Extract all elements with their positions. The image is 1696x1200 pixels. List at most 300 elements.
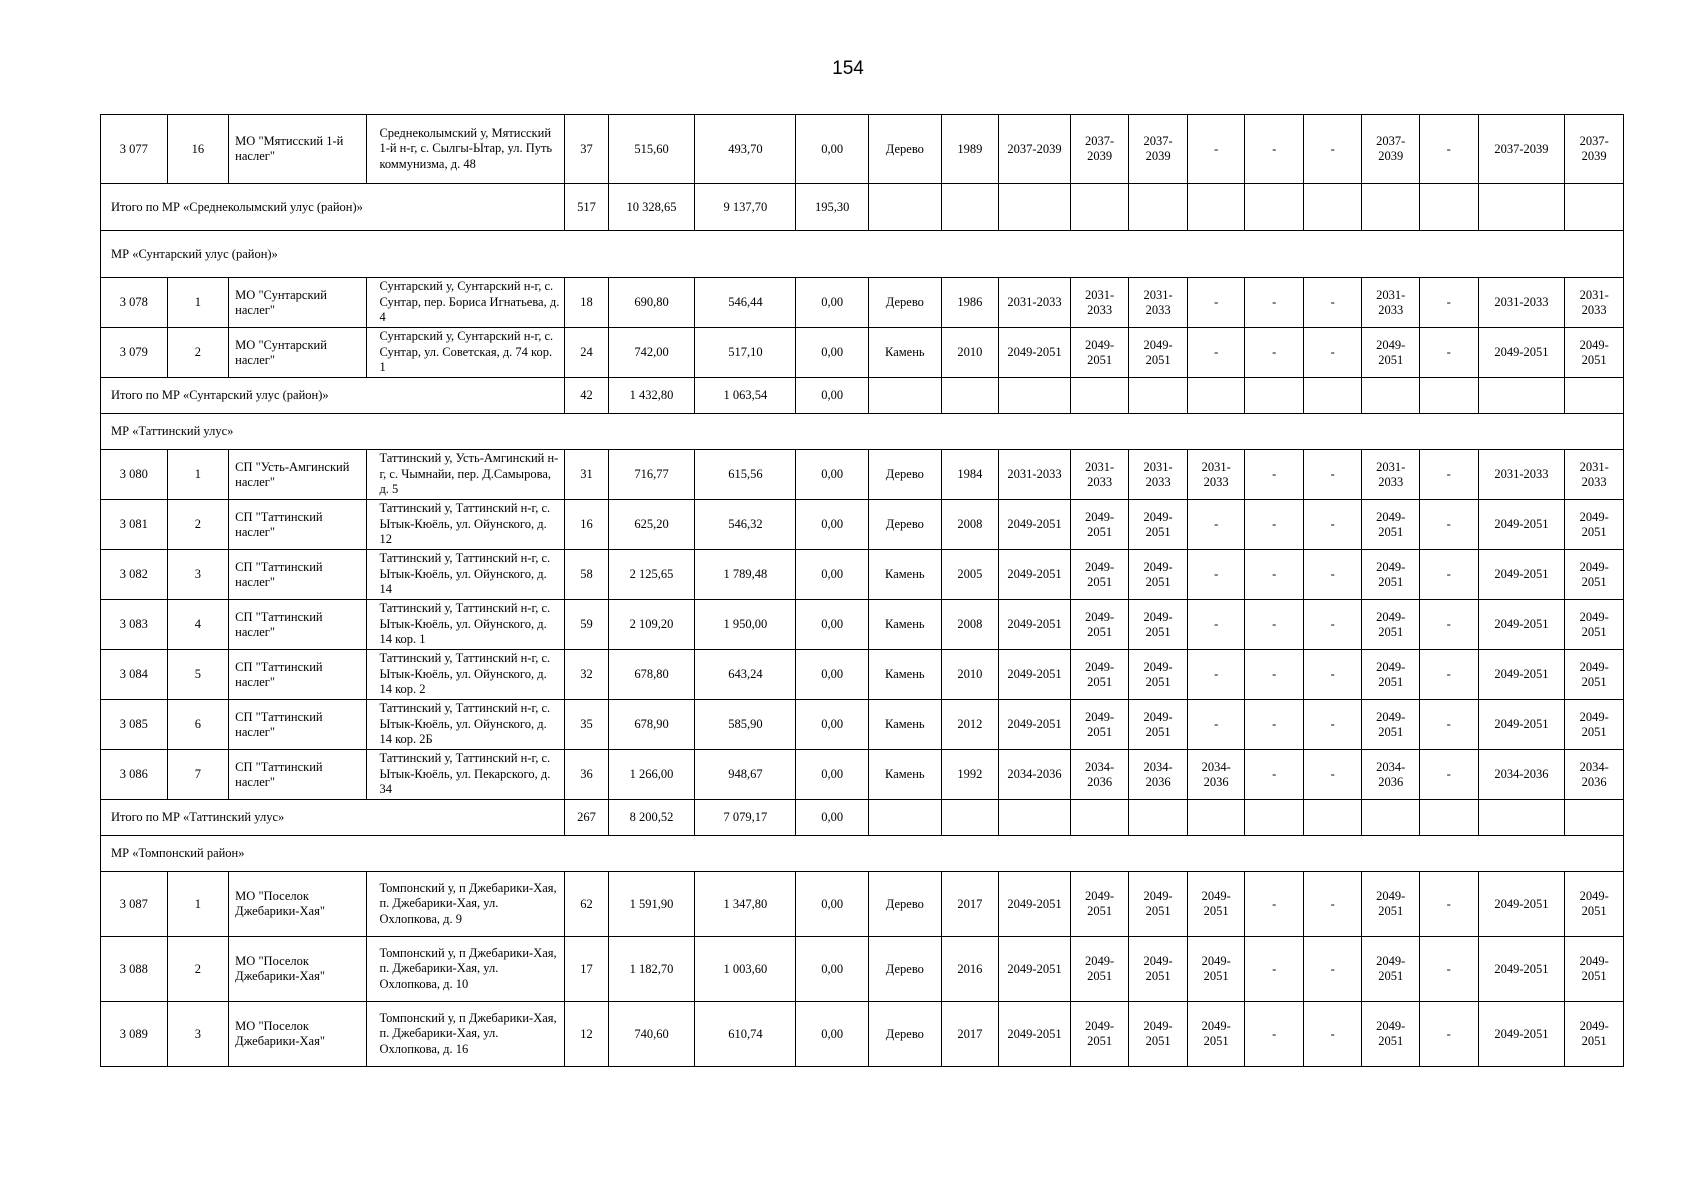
cell-c6: -	[1303, 650, 1362, 700]
cell-c2: 2049-2051	[1070, 550, 1129, 600]
cell-c8: -	[1420, 700, 1479, 750]
cell-c8: -	[1420, 450, 1479, 500]
cell-c9: 2049-2051	[1478, 937, 1565, 1002]
cell-c6: -	[1303, 872, 1362, 937]
table-row	[101, 872, 1624, 937]
empty-cell	[941, 800, 999, 836]
cell-c1: 2034-2036	[999, 750, 1071, 800]
cell-area-total: 678,90	[608, 700, 695, 750]
municipality: СП "Таттинский наслег"	[229, 750, 367, 800]
cell-wall: Дерево	[869, 278, 942, 328]
cell-area-emergency: 0,00	[796, 600, 869, 650]
empty-cell	[1070, 800, 1129, 836]
cell-c1: 2049-2051	[999, 328, 1071, 378]
cell-residents: 58	[565, 550, 608, 600]
section-header-row	[101, 414, 1624, 450]
cell-c4: 2034-2036	[1187, 750, 1245, 800]
empty-cell	[1187, 800, 1245, 836]
cell-area-emergency: 0,00	[796, 115, 869, 184]
cell-c10: 2049-2051	[1565, 1002, 1624, 1067]
total-row	[101, 184, 1624, 231]
cell-area-total: 2 125,65	[608, 550, 695, 600]
row-sub-number: 2	[167, 328, 229, 378]
address: Таттинский у, Таттинский н-г, с. Ытык-Кюёль, ул. Ойунского, д. 14 кор. 2Б	[367, 700, 565, 750]
total-residents: 267	[565, 800, 608, 836]
total-area-living: 9 137,70	[695, 184, 796, 231]
cell-c1: 2049-2051	[999, 1002, 1071, 1067]
municipality: МО "Поселок Джебарики-Хая"	[229, 1002, 367, 1067]
cell-area-emergency: 0,00	[796, 278, 869, 328]
section-title: МР «Томпонский район»	[101, 836, 1624, 872]
cell-residents: 12	[565, 1002, 608, 1067]
cell-wall: Камень	[869, 550, 942, 600]
municipality: СП "Таттинский наслег"	[229, 550, 367, 600]
cell-wall: Дерево	[869, 937, 942, 1002]
total-area-total: 8 200,52	[608, 800, 695, 836]
total-residents: 517	[565, 184, 608, 231]
row-number: 3 081	[101, 500, 168, 550]
cell-area-emergency: 0,00	[796, 450, 869, 500]
table-row	[101, 450, 1624, 500]
cell-year: 1984	[941, 450, 999, 500]
total-area-total: 10 328,65	[608, 184, 695, 231]
cell-year: 2008	[941, 500, 999, 550]
cell-c10: 2049-2051	[1565, 937, 1624, 1002]
cell-c2: 2031-2033	[1070, 278, 1129, 328]
cell-residents: 62	[565, 872, 608, 937]
municipality: МО "Сунтарский наслег"	[229, 328, 367, 378]
empty-cell	[1362, 378, 1420, 414]
cell-c4: -	[1187, 278, 1245, 328]
cell-c8: -	[1420, 872, 1479, 937]
cell-c3: 2037-2039	[1129, 115, 1188, 184]
cell-c3: 2034-2036	[1129, 750, 1188, 800]
cell-area-total: 1 266,00	[608, 750, 695, 800]
row-number: 3 077	[101, 115, 168, 184]
cell-c4: -	[1187, 600, 1245, 650]
row-sub-number: 2	[167, 500, 229, 550]
cell-c1: 2049-2051	[999, 872, 1071, 937]
cell-area-emergency: 0,00	[796, 700, 869, 750]
municipality: СП "Таттинский наслег"	[229, 500, 367, 550]
address: Сунтарский у, Сунтарский н-г, с. Сунтар, ул. Советская, д. 74 кор. 1	[367, 328, 565, 378]
cell-c8: -	[1420, 115, 1479, 184]
cell-residents: 17	[565, 937, 608, 1002]
cell-c9: 2031-2033	[1478, 450, 1565, 500]
cell-c7: 2049-2051	[1362, 550, 1420, 600]
cell-residents: 59	[565, 600, 608, 650]
cell-c4: 2049-2051	[1187, 872, 1245, 937]
cell-c6: -	[1303, 700, 1362, 750]
cell-area-living: 643,24	[695, 650, 796, 700]
cell-wall: Дерево	[869, 115, 942, 184]
cell-c2: 2034-2036	[1070, 750, 1129, 800]
cell-c3: 2031-2033	[1129, 450, 1188, 500]
cell-c7: 2049-2051	[1362, 700, 1420, 750]
cell-area-living: 610,74	[695, 1002, 796, 1067]
address: Томпонский у, п Джебарики-Хая, п. Джебарики-Хая, ул. Охлопкова, д. 16	[367, 1002, 565, 1067]
empty-cell	[1245, 800, 1304, 836]
cell-c6: -	[1303, 278, 1362, 328]
cell-c6: -	[1303, 450, 1362, 500]
empty-cell	[1478, 800, 1565, 836]
cell-c9: 2049-2051	[1478, 650, 1565, 700]
address: Таттинский у, Таттинский н-г, с. Ытык-Кюёль, ул. Ойунского, д. 14 кор. 2	[367, 650, 565, 700]
cell-c6: -	[1303, 500, 1362, 550]
section-header-row	[101, 836, 1624, 872]
municipality: СП "Усть-Амгинский наслег"	[229, 450, 367, 500]
cell-c8: -	[1420, 650, 1479, 700]
row-sub-number: 1	[167, 278, 229, 328]
address: Таттинский у, Таттинский н-г, с. Ытык-Кюёль, ул. Пекарского, д. 34	[367, 750, 565, 800]
row-number: 3 089	[101, 1002, 168, 1067]
cell-c5: -	[1245, 937, 1304, 1002]
empty-cell	[1129, 378, 1188, 414]
address: Среднеколымский у, Мятисский 1-й н-г, с. Сылгы-Ытар, ул. Путь коммунизма, д. 48	[367, 115, 565, 184]
total-area-living: 1 063,54	[695, 378, 796, 414]
row-number: 3 079	[101, 328, 168, 378]
cell-residents: 35	[565, 700, 608, 750]
section-header-row	[101, 231, 1624, 278]
cell-c10: 2031-2033	[1565, 278, 1624, 328]
section-title: МР «Сунтарский улус (район)»	[101, 231, 1624, 278]
row-sub-number: 7	[167, 750, 229, 800]
address: Томпонский у, п Джебарики-Хая, п. Джебарики-Хая, ул. Охлопкова, д. 10	[367, 937, 565, 1002]
cell-c2: 2037-2039	[1070, 115, 1129, 184]
cell-c7: 2049-2051	[1362, 650, 1420, 700]
table-row	[101, 700, 1624, 750]
cell-c7: 2031-2033	[1362, 278, 1420, 328]
cell-c5: -	[1245, 450, 1304, 500]
cell-area-emergency: 0,00	[796, 328, 869, 378]
cell-c5: -	[1245, 750, 1304, 800]
cell-c9: 2049-2051	[1478, 600, 1565, 650]
cell-area-emergency: 0,00	[796, 750, 869, 800]
cell-c1: 2049-2051	[999, 650, 1071, 700]
cell-year: 2010	[941, 328, 999, 378]
total-residents: 42	[565, 378, 608, 414]
cell-c3: 2049-2051	[1129, 550, 1188, 600]
empty-cell	[1070, 378, 1129, 414]
total-row	[101, 378, 1624, 414]
cell-c5: -	[1245, 500, 1304, 550]
cell-c9: 2031-2033	[1478, 278, 1565, 328]
cell-c5: -	[1245, 115, 1304, 184]
cell-c2: 2049-2051	[1070, 872, 1129, 937]
table-row	[101, 115, 1624, 184]
cell-c7: 2049-2051	[1362, 600, 1420, 650]
row-number: 3 078	[101, 278, 168, 328]
cell-c6: -	[1303, 115, 1362, 184]
empty-cell	[869, 184, 942, 231]
empty-cell	[1070, 184, 1129, 231]
cell-c2: 2049-2051	[1070, 650, 1129, 700]
cell-c5: -	[1245, 700, 1304, 750]
cell-c2: 2049-2051	[1070, 1002, 1129, 1067]
cell-c8: -	[1420, 937, 1479, 1002]
cell-year: 2010	[941, 650, 999, 700]
table-row	[101, 600, 1624, 650]
cell-c9: 2049-2051	[1478, 500, 1565, 550]
cell-c2: 2049-2051	[1070, 937, 1129, 1002]
cell-c9: 2049-2051	[1478, 328, 1565, 378]
cell-wall: Камень	[869, 650, 942, 700]
cell-year: 2008	[941, 600, 999, 650]
cell-c8: -	[1420, 750, 1479, 800]
row-sub-number: 3	[167, 1002, 229, 1067]
cell-c8: -	[1420, 328, 1479, 378]
row-number: 3 082	[101, 550, 168, 600]
cell-c8: -	[1420, 600, 1479, 650]
page-number: 154	[832, 58, 864, 79]
cell-area-total: 1 591,90	[608, 872, 695, 937]
cell-c7: 2031-2033	[1362, 450, 1420, 500]
cell-c3: 2049-2051	[1129, 500, 1188, 550]
municipality: МО "Поселок Джебарики-Хая"	[229, 872, 367, 937]
empty-cell	[1303, 378, 1362, 414]
cell-area-living: 948,67	[695, 750, 796, 800]
cell-c6: -	[1303, 550, 1362, 600]
empty-cell	[1187, 378, 1245, 414]
cell-c1: 2031-2033	[999, 278, 1071, 328]
cell-c4: 2031-2033	[1187, 450, 1245, 500]
empty-cell	[1565, 184, 1624, 231]
cell-c1: 2049-2051	[999, 600, 1071, 650]
cell-wall: Камень	[869, 750, 942, 800]
cell-c9: 2049-2051	[1478, 700, 1565, 750]
row-sub-number: 1	[167, 872, 229, 937]
cell-c10: 2049-2051	[1565, 328, 1624, 378]
cell-residents: 37	[565, 115, 608, 184]
cell-c5: -	[1245, 872, 1304, 937]
cell-area-emergency: 0,00	[796, 550, 869, 600]
cell-c10: 2031-2033	[1565, 450, 1624, 500]
cell-c10: 2034-2036	[1565, 750, 1624, 800]
cell-area-living: 585,90	[695, 700, 796, 750]
cell-c6: -	[1303, 1002, 1362, 1067]
cell-area-emergency: 0,00	[796, 1002, 869, 1067]
cell-c5: -	[1245, 600, 1304, 650]
row-number: 3 084	[101, 650, 168, 700]
cell-area-living: 1 347,80	[695, 872, 796, 937]
municipality: СП "Таттинский наслег"	[229, 600, 367, 650]
cell-c5: -	[1245, 1002, 1304, 1067]
cell-area-total: 625,20	[608, 500, 695, 550]
cell-wall: Дерево	[869, 450, 942, 500]
cell-c7: 2034-2036	[1362, 750, 1420, 800]
empty-cell	[941, 184, 999, 231]
cell-c9: 2049-2051	[1478, 1002, 1565, 1067]
cell-c10: 2049-2051	[1565, 550, 1624, 600]
row-number: 3 083	[101, 600, 168, 650]
cell-wall: Камень	[869, 600, 942, 650]
row-number: 3 080	[101, 450, 168, 500]
address: Таттинский у, Таттинский н-г, с. Ытык-Кюёль, ул. Ойунского, д. 12	[367, 500, 565, 550]
address: Таттинский у, Таттинский н-г, с. Ытык-Кюёль, ул. Ойунского, д. 14	[367, 550, 565, 600]
empty-cell	[1420, 378, 1479, 414]
empty-cell	[1187, 184, 1245, 231]
empty-cell	[1129, 800, 1188, 836]
table-row	[101, 500, 1624, 550]
address: Томпонский у, п Джебарики-Хая, п. Джебарики-Хая, ул. Охлопкова, д. 9	[367, 872, 565, 937]
total-label: Итого по МР «Сунтарский улус (район)»	[101, 378, 565, 414]
cell-c4: -	[1187, 550, 1245, 600]
cell-c4: -	[1187, 328, 1245, 378]
cell-wall: Дерево	[869, 872, 942, 937]
cell-area-living: 546,44	[695, 278, 796, 328]
total-area-emergency: 0,00	[796, 800, 869, 836]
row-number: 3 087	[101, 872, 168, 937]
empty-cell	[1478, 378, 1565, 414]
cell-year: 2005	[941, 550, 999, 600]
cell-area-total: 716,77	[608, 450, 695, 500]
municipality: СП "Таттинский наслег"	[229, 700, 367, 750]
cell-wall: Дерево	[869, 1002, 942, 1067]
address: Сунтарский у, Сунтарский н-г, с. Сунтар, пер. Бориса Игнатьева, д. 4	[367, 278, 565, 328]
empty-cell	[1303, 184, 1362, 231]
cell-c10: 2049-2051	[1565, 872, 1624, 937]
cell-c3: 2049-2051	[1129, 872, 1188, 937]
cell-c10: 2049-2051	[1565, 600, 1624, 650]
cell-residents: 36	[565, 750, 608, 800]
cell-area-total: 742,00	[608, 328, 695, 378]
cell-area-emergency: 0,00	[796, 650, 869, 700]
cell-c2: 2049-2051	[1070, 700, 1129, 750]
cell-c10: 2049-2051	[1565, 500, 1624, 550]
cell-residents: 32	[565, 650, 608, 700]
cell-area-emergency: 0,00	[796, 500, 869, 550]
row-number: 3 086	[101, 750, 168, 800]
cell-c2: 2049-2051	[1070, 600, 1129, 650]
cell-c9: 2037-2039	[1478, 115, 1565, 184]
empty-cell	[1129, 184, 1188, 231]
cell-c7: 2049-2051	[1362, 872, 1420, 937]
row-sub-number: 1	[167, 450, 229, 500]
table-row	[101, 750, 1624, 800]
table-row	[101, 550, 1624, 600]
cell-year: 1986	[941, 278, 999, 328]
cell-area-total: 2 109,20	[608, 600, 695, 650]
cell-residents: 31	[565, 450, 608, 500]
cell-wall: Камень	[869, 328, 942, 378]
cell-area-living: 517,10	[695, 328, 796, 378]
cell-c7: 2049-2051	[1362, 1002, 1420, 1067]
cell-c8: -	[1420, 550, 1479, 600]
row-sub-number: 4	[167, 600, 229, 650]
municipality: СП "Таттинский наслег"	[229, 650, 367, 700]
cell-c7: 2049-2051	[1362, 328, 1420, 378]
address: Таттинский у, Таттинский н-г, с. Ытык-Кюёль, ул. Ойунского, д. 14 кор. 1	[367, 600, 565, 650]
cell-c4: -	[1187, 500, 1245, 550]
table-row	[101, 937, 1624, 1002]
empty-cell	[999, 184, 1071, 231]
cell-year: 2012	[941, 700, 999, 750]
cell-wall: Камень	[869, 700, 942, 750]
cell-residents: 16	[565, 500, 608, 550]
cell-c2: 2031-2033	[1070, 450, 1129, 500]
total-area-emergency: 195,30	[796, 184, 869, 231]
cell-c5: -	[1245, 550, 1304, 600]
cell-area-total: 690,80	[608, 278, 695, 328]
cell-c2: 2049-2051	[1070, 500, 1129, 550]
empty-cell	[1420, 184, 1479, 231]
cell-c6: -	[1303, 750, 1362, 800]
total-row	[101, 800, 1624, 836]
empty-cell	[999, 800, 1071, 836]
empty-cell	[1245, 184, 1304, 231]
empty-cell	[941, 378, 999, 414]
empty-cell	[869, 800, 942, 836]
cell-c3: 2031-2033	[1129, 278, 1188, 328]
cell-c9: 2049-2051	[1478, 550, 1565, 600]
address: Таттинский у, Усть-Амгинский н-г, с. Чымнайи, пер. Д.Самырова, д. 5	[367, 450, 565, 500]
cell-c3: 2049-2051	[1129, 700, 1188, 750]
cell-residents: 18	[565, 278, 608, 328]
cell-year: 2017	[941, 1002, 999, 1067]
cell-year: 2016	[941, 937, 999, 1002]
cell-c3: 2049-2051	[1129, 600, 1188, 650]
row-sub-number: 3	[167, 550, 229, 600]
cell-area-total: 1 182,70	[608, 937, 695, 1002]
cell-c5: -	[1245, 278, 1304, 328]
empty-cell	[1362, 184, 1420, 231]
cell-c4: 2049-2051	[1187, 937, 1245, 1002]
cell-c4: 2049-2051	[1187, 1002, 1245, 1067]
cell-c3: 2049-2051	[1129, 650, 1188, 700]
cell-area-living: 546,32	[695, 500, 796, 550]
cell-c3: 2049-2051	[1129, 1002, 1188, 1067]
cell-area-total: 515,60	[608, 115, 695, 184]
cell-year: 2017	[941, 872, 999, 937]
cell-c4: -	[1187, 700, 1245, 750]
cell-wall: Дерево	[869, 500, 942, 550]
empty-cell	[1565, 800, 1624, 836]
total-area-total: 1 432,80	[608, 378, 695, 414]
empty-cell	[999, 378, 1071, 414]
cell-c8: -	[1420, 278, 1479, 328]
cell-c4: -	[1187, 115, 1245, 184]
empty-cell	[1420, 800, 1479, 836]
cell-year: 1992	[941, 750, 999, 800]
cell-c10: 2049-2051	[1565, 700, 1624, 750]
cell-c8: -	[1420, 1002, 1479, 1067]
cell-area-living: 493,70	[695, 115, 796, 184]
cell-area-emergency: 0,00	[796, 872, 869, 937]
cell-c10: 2037-2039	[1565, 115, 1624, 184]
total-area-living: 7 079,17	[695, 800, 796, 836]
empty-cell	[1303, 800, 1362, 836]
cell-c3: 2049-2051	[1129, 937, 1188, 1002]
cell-area-emergency: 0,00	[796, 937, 869, 1002]
cell-area-living: 615,56	[695, 450, 796, 500]
total-area-emergency: 0,00	[796, 378, 869, 414]
municipality: МО "Мятисский 1-й наслег"	[229, 115, 367, 184]
cell-area-total: 740,60	[608, 1002, 695, 1067]
total-label: Итого по МР «Среднеколымский улус (район)»	[101, 184, 565, 231]
cell-c6: -	[1303, 600, 1362, 650]
housing-register-table	[100, 114, 1624, 1067]
table-row	[101, 328, 1624, 378]
row-number: 3 088	[101, 937, 168, 1002]
cell-c1: 2049-2051	[999, 700, 1071, 750]
total-label: Итого по МР «Таттинский улус»	[101, 800, 565, 836]
cell-c9: 2034-2036	[1478, 750, 1565, 800]
empty-cell	[1245, 378, 1304, 414]
empty-cell	[1565, 378, 1624, 414]
cell-c7: 2049-2051	[1362, 937, 1420, 1002]
cell-c1: 2031-2033	[999, 450, 1071, 500]
row-sub-number: 16	[167, 115, 229, 184]
